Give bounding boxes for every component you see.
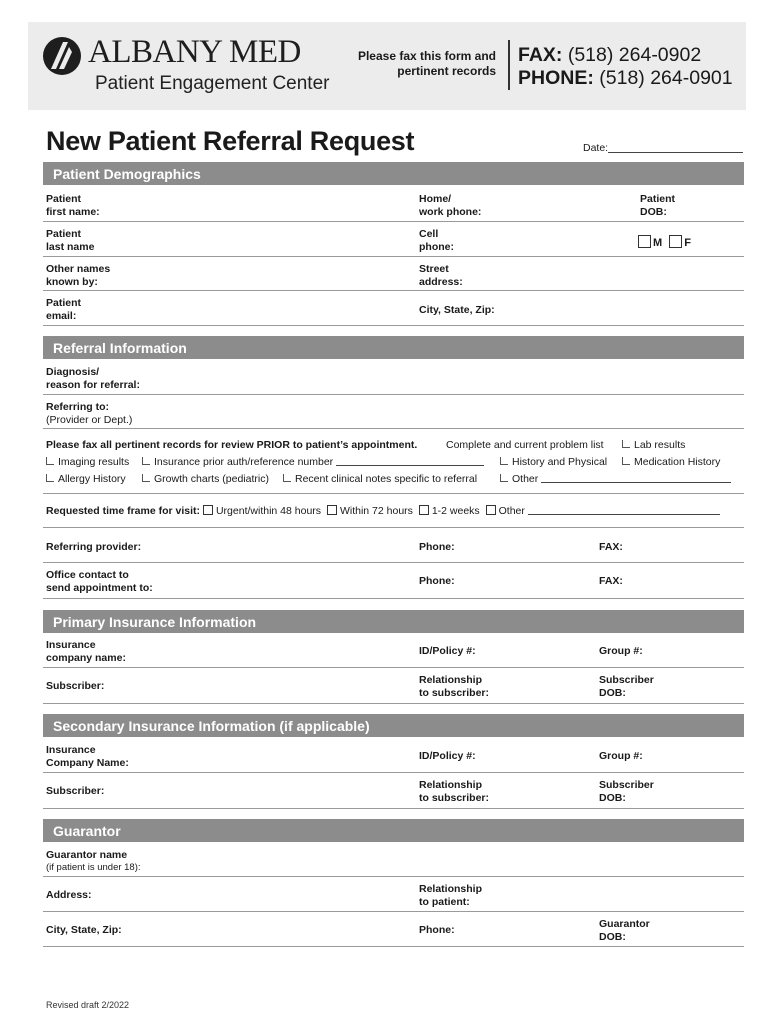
row-line [43,808,744,809]
phone-label: Phone: [419,541,455,553]
checkbox-72-hours[interactable] [327,505,337,515]
checkbox-icon[interactable] [46,474,54,482]
diagnosis-label: Diagnosis/ reason for referral: [46,366,140,391]
fax-number: FAX: (518) 264-0902 PHONE: (518) 264-0901 [518,44,733,89]
section-guarantor: Guarantor [43,819,744,842]
address-label: Address: [46,889,92,901]
albany-med-logo-icon [42,36,82,76]
date-field[interactable] [608,152,743,153]
cell-phone-label: Cell phone: [419,228,454,253]
checkbox-1-2-weeks[interactable] [419,505,429,515]
checkbox-other[interactable] [486,505,496,515]
option-other[interactable]: Other [500,473,731,486]
logo-subtitle: Patient Engagement Center [95,73,330,94]
fax-note: Please fax this form and pertinent records [357,49,496,78]
subscriber-label: Subscriber: [46,680,105,692]
sex-checkboxes[interactable]: M F [638,235,691,250]
option-medication-history[interactable]: Medication History [622,456,720,469]
row-line [43,876,744,877]
section-secondary-insurance: Secondary Insurance Information (if applicable) [43,714,744,737]
subscriber-dob-label: Subscriber DOB: [599,674,654,699]
row-line [43,562,744,563]
option-insurance-auth[interactable]: Insurance prior auth/reference number [142,456,484,469]
section-referral-information: Referral Information [43,336,744,359]
relationship-label: Relationship to subscriber: [419,674,490,699]
guarantor-dob-label: Guarantor DOB: [599,918,650,943]
referring-provider-label: Referring provider: [46,541,142,553]
checkbox-icon[interactable] [142,457,150,465]
subscriber-dob-label: Subscriber DOB: [599,779,654,804]
row-line [43,598,744,599]
checkbox-icon[interactable] [622,457,630,465]
section-patient-demographics: Patient Demographics [43,162,744,185]
time-frame-label: Requested time frame for visit: [46,505,201,517]
checkbox-urgent[interactable] [203,505,213,515]
row-line [43,325,744,326]
fax-label: FAX: [599,541,623,553]
form-title: New Patient Referral Request [46,126,415,156]
guarantor-name-label: Guarantor name (if patient is under 18): [46,849,141,873]
row-line [43,911,744,912]
phone-label: Phone: [419,575,455,587]
group-label: Group #: [599,645,643,657]
revision-footer: Revised draft 2/2022 [46,1000,130,1010]
date-label: Date: [583,142,609,154]
option-history-physical[interactable]: History and Physical [500,456,607,469]
patient-email-label: Patient email: [46,297,82,322]
fax-instruction: Please fax all pertinent records for review PRIOR to patient’s appointment. [46,439,418,451]
subscriber-label: Subscriber: [46,785,105,797]
fax-label: FAX: [599,575,623,587]
insurance-company-label: Insurance company name: [46,639,126,664]
row-line [43,946,744,947]
patient-dob-label: Patient DOB: [640,193,676,218]
office-contact-label: Office contact to send appointment to: [46,569,153,594]
row-line [43,527,744,528]
row-line [43,772,744,773]
home-phone-label: Home/ work phone: [419,193,482,218]
checkbox-icon[interactable] [622,440,630,448]
option-problem-list[interactable]: Complete and current problem list [446,439,604,451]
section-primary-insurance: Primary Insurance Information [43,610,744,633]
phone-label: Phone: [419,924,455,936]
row-line [43,703,744,704]
row-line [43,428,744,429]
option-growth-charts[interactable]: Growth charts (pediatric) [142,473,269,486]
city-state-zip-label: City, State, Zip: [46,924,122,936]
time-frame-row: Requested time frame for visit: Urgent/within 48 hours Within 72 hours 1-2 weeks Other [46,505,720,518]
option-imaging-results[interactable]: Imaging results [46,456,129,469]
checkbox-icon[interactable] [500,457,508,465]
checkbox-icon[interactable] [142,474,150,482]
insurance-auth-field[interactable] [336,465,484,466]
header-divider [508,40,510,90]
checkbox-icon[interactable] [500,474,508,482]
street-address-label: Street address: [419,263,463,288]
time-frame-other-field[interactable] [528,514,720,515]
logo-name: ALBANY MED [88,34,301,70]
relationship-to-patient-label: Relationship to patient: [419,883,483,908]
group-label: Group #: [599,750,643,762]
row-line [43,256,744,257]
other-names-label: Other names known by: [46,263,111,288]
option-allergy-history[interactable]: Allergy History [46,473,126,486]
option-lab-results[interactable]: Lab results [622,439,685,452]
option-clinical-notes[interactable]: Recent clinical notes specific to referral [283,473,477,486]
row-line [43,493,744,494]
row-line [43,290,744,291]
checkbox-icon[interactable] [46,457,54,465]
checkbox-icon[interactable] [283,474,291,482]
row-line [43,221,744,222]
row-line [43,667,744,668]
checkbox-male[interactable] [638,235,651,248]
row-line [43,394,744,395]
city-state-zip-label: City, State, Zip: [419,304,495,316]
patient-first-name-label: Patient first name: [46,193,100,218]
other-field[interactable] [541,482,731,483]
insurance-company-label: Insurance Company Name: [46,744,129,769]
id-policy-label: ID/Policy #: [419,645,476,657]
patient-last-name-label: Patient last name [46,228,95,253]
checkbox-female[interactable] [669,235,682,248]
relationship-label: Relationship to subscriber: [419,779,490,804]
referring-to-label: Referring to: (Provider or Dept.) [46,401,133,426]
id-policy-label: ID/Policy #: [419,750,476,762]
